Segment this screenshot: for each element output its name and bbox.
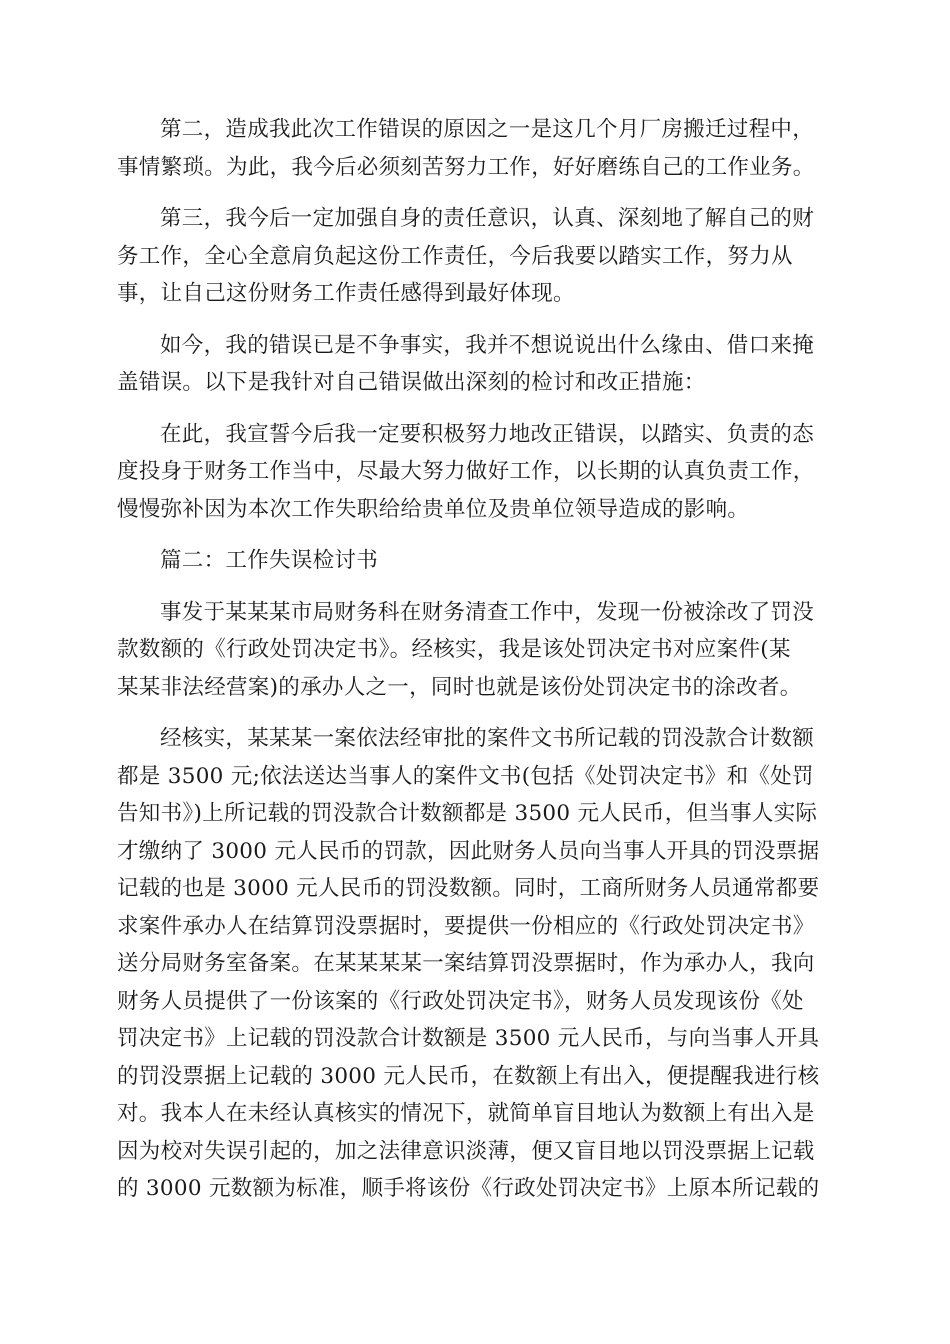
paragraph-point-three: 第三，我今后一定加强自身的责任意识，认真、深刻地了解自己的财 务工作，全心全意肩负起这份工作责任，今后我要以踏实工作，努力从 事，让自己这份财务工作责任感得到最好体现。 — [117, 206, 815, 306]
paragraph-point-two: 第二，造成我此次工作错误的原因之一是这几个月厂房搬迁过程中， 事情繁琐。为此，我今后必须刻苦努力工作，好好磨练自己的工作业务。 — [117, 117, 815, 180]
section-heading: 篇二：工作失误检讨书 — [160, 548, 379, 573]
paragraph-incident: 事发于某某某市局财务科在财务清查工作中，发现一份被涂改了罚没 款数额的《行政处罚决定书》。经核实，我是该处罚决定书对应案件(某 某某非法经营案)的承办人之一，同时也就是该份处罚决定书的涂改者。 — [117, 599, 815, 700]
document-body — [117, 111, 835, 1222]
paragraph-pledge: 在此，我宣誓今后我一定要积极努力地改正错误，以踏实、负责的态 度投身于财务工作当中，尽最大努力做好工作，以长期的认真负责工作， 慢慢弥补因为本次工作失职给给贵单位及贵单位领导造成的影响。 — [117, 421, 815, 522]
paragraph-acknowledgement: 如今，我的错误已是不争事实，我并不想说说出什么缘由、借口来掩 盖错误。以下是我针对自己错误做出深刻的检讨和改正措施： — [117, 332, 815, 395]
paragraph-verification: 经核实，某某某一案依法经审批的案件文书所记载的罚没款合计数额 都是 3500 元;依法送达当事人的案件文书(包括《处罚决定书》和《处罚 告知书》)上所记载的罚没款合计数额都是 3500 元人民币，但当事人实际 才缴纳了 3000 元人民币的罚款，因此财务人员向当事人开具的罚没票据 记载的也是 3000 元人民币的罚没数额。同时，工商所财务人员通常都要 求案件承办人在结算罚没票据时，要提供一份相应的《行政处罚决定书》 送分局财务室备案。在某某某某一案结算罚没票据时，作为承办人，我向 财务人员提供了一份该案的《行政处罚决定书》，财务人员发现该份《处 罚决定书》上记载的罚没款合计数额是 3500 元人民币，与向当事人开具 的罚没票据上记载的 3000 元人民币，在数额上有出入，便提醒我进行核 对。我本人在未经认真核实的情况下，就简单盲目地认为数额上有出入是 因为校对失误引起的，加之法律意识淡薄，便又盲目地以罚没票据上记载 的 3000 元数额为标准，顺手将该份《行政处罚决定书》上原本所记载的 — [117, 726, 820, 1201]
